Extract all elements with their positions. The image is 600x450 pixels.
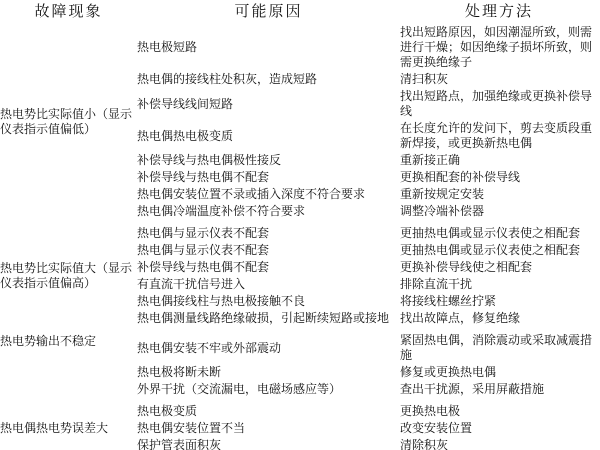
remedy-cell: 重新接正确 [400,153,461,167]
fault-group [0,225,600,327]
group-rows [137,225,600,327]
remedy-cell: 在长度允许的发问下，剪去变质段重新焊接，或更换新热电偶 [400,121,593,150]
column-header-cause: 可能原因 [234,3,303,20]
fault-phenomenon-cell [0,332,137,398]
cause-cell: 热电极变质 [137,404,198,418]
remedy-cell: 紧固热电偶，消除震动或采取减震措施 [400,333,593,362]
table-row [137,243,600,258]
table-row [137,311,600,326]
cause-cell: 热电极短路 [137,40,198,54]
group-rows [137,403,600,450]
table-row [137,260,600,275]
fault-phenomenon-cell [0,24,137,220]
fault-group [0,403,600,450]
cause-cell: 热电偶与显示仪表不配套 [137,226,270,240]
cause-cell: 热电偶热电极变质 [137,128,234,143]
cause-cell: 热电偶安装位置不当 [137,421,246,435]
remedy-cell: 排除直流干扰 [400,277,473,291]
column-header-remedy: 处理方法 [464,3,533,20]
remedy-cell: 查出干扰源，采用屏蔽措施 [400,382,545,396]
table-row [137,204,600,219]
cause-cell: 热电极将断未断 [137,365,222,379]
fault-phenomenon: 热电势比实际值小（显示仪表指示值偏低） [0,107,133,136]
table-row [137,121,600,151]
cause-cell: 有直流干扰信号进入 [137,277,246,291]
remedy-cell: 更抽热电偶或显示仪表使之相配套 [400,226,581,240]
cause-cell: 补偿导线与热电偶不配套 [137,260,270,274]
cause-cell: 热电偶的接线柱处积灰，造成短路 [137,72,318,86]
column-header-phenomenon: 故障现象 [34,3,103,20]
cause-cell: 热电偶安装位置不录或插入深度不符合要求 [137,187,366,201]
table-row [137,187,600,202]
cause-cell: 热电偶冷端温度补偿不符合要求 [137,204,306,218]
fault-phenomenon: 热电势比实际值大（显示仪表指示值偏高） [0,261,133,290]
cause-cell: 外界干扰（交流漏电，电磁场感应等） [137,382,342,396]
remedy-cell: 调整冷端补偿器 [400,204,485,218]
table-row [137,277,600,292]
remedy-cell: 更换相配套的补偿导线 [400,170,521,184]
fault-group [0,332,600,398]
remedy-cell: 修复或更换热电偶 [400,365,497,379]
remedy-cell: 更抽热电偶或显示仪表使之相配套 [400,243,581,257]
fault-phenomenon: 热电势输出不稳定 [0,334,97,348]
remedy-cell: 找出短路原因，如因潮湿所致，则需进行干燥；如因绝缘子损坏所致，则需更换绝缘子 [400,25,593,69]
table-row [137,438,600,450]
cause-cell: 保护管表面积灰 [137,438,222,450]
group-rows [137,332,600,398]
cause-cell: 热电偶测量线路绝缘破损，引起断续短路或接地 [137,311,390,325]
table-row [137,72,600,87]
table-row [137,226,600,241]
fault-phenomenon-cell [0,403,137,450]
cause-cell: 补偿导线与热电偶不配套 [137,170,270,184]
table-row [137,404,600,419]
group-rows [137,24,600,220]
remedy-cell: 将接线柱螺丝拧紧 [400,294,497,308]
table-row [137,89,600,119]
remedy-cell: 找出故障点，修复绝缘 [400,311,521,325]
table-row [137,153,600,168]
table-row [137,170,600,185]
fault-group [0,24,600,220]
table-row [137,25,600,70]
fault-phenomenon: 热电偶热电势误差大 [0,421,109,435]
remedy-cell: 更换热电极 [400,404,461,418]
table-row [137,333,600,363]
remedy-cell: 清扫积灰 [400,72,449,86]
table-row [137,365,600,380]
cause-cell: 补偿导线线间短路 [137,96,234,111]
cause-cell: 热电偶与显示仪表不配套 [137,243,270,257]
remedy-cell: 重新按规定安装 [400,187,485,201]
remedy-cell: 更换补偿导线使之相配套 [400,260,533,274]
table-row [137,382,600,397]
table-row [137,421,600,436]
cause-cell: 补偿导线与热电偶极性接反 [137,153,282,167]
remedy-cell: 改变安装位置 [400,421,473,435]
cause-cell: 热电偶安装不牢或外部震动 [137,340,282,355]
table-header-row [0,3,600,20]
remedy-cell: 找出短路点，加强绝缘或更换补偿导线 [400,89,593,118]
table-row [137,294,600,309]
table-body [0,24,600,450]
fault-phenomenon-cell [0,225,137,327]
remedy-cell: 清除积灰 [400,438,449,450]
cause-cell: 热电偶接线柱与热电极接触不良 [137,294,306,308]
